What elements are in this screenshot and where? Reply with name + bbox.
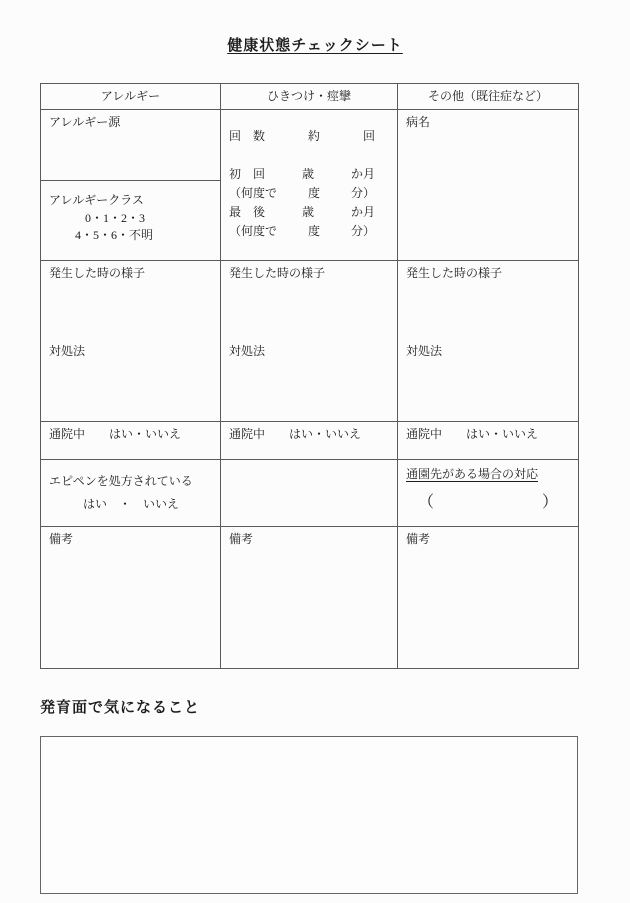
seizure-last-line — [229, 203, 375, 222]
seizure-count-approx: 約 — [307, 129, 320, 144]
paren-open: （ — [418, 493, 435, 511]
disease-name-cell — [398, 110, 579, 261]
seizure-first-label: 初 回 — [229, 167, 266, 182]
seizure-last-degrees: 度 — [307, 224, 320, 239]
allergy-onset-label: 発生した時の様子 — [49, 266, 146, 281]
seizure-count-label: 回 数 — [229, 129, 266, 144]
header-allergy: アレルギー — [41, 84, 221, 110]
row-epipen-kindergarten — [41, 460, 579, 527]
epipen-yes-no: はい ・ いいえ — [83, 496, 180, 511]
seizure-last-months: か月 — [350, 205, 375, 220]
seizure-hospital-label: 通院中 はい・いいえ — [229, 427, 362, 442]
seizure-last-minutes: 分） — [350, 224, 375, 239]
allergy-remarks-cell — [41, 527, 221, 669]
seizure-last-detail-line — [229, 222, 375, 241]
allergy-source-label: アレルギー源 — [49, 115, 121, 130]
kindergarten-cell — [398, 460, 579, 527]
row-hospital — [41, 422, 579, 460]
development-notes-box — [40, 736, 578, 894]
seizure-count-unit: 回 — [362, 129, 375, 144]
allergy-treatment-label: 対処法 — [49, 343, 86, 358]
seizure-last-label: 最 後 — [229, 205, 266, 220]
kindergarten-label: 通園先がある場合の対応 — [406, 467, 539, 482]
other-hospital-label: 通院中 はい・いいえ — [406, 427, 539, 442]
development-section-title: 発育面で気になること — [40, 700, 201, 717]
seizure-onset-cell — [221, 261, 398, 422]
allergy-source-cell — [41, 110, 221, 181]
header-row — [41, 84, 579, 110]
seizure-remarks-label: 備考 — [229, 532, 254, 547]
other-remarks-label: 備考 — [406, 532, 431, 547]
header-other: その他（既往症など） — [398, 84, 579, 110]
allergy-class-values-2: 4・5・6・不明 — [75, 228, 154, 243]
disease-name-label: 病名 — [406, 115, 431, 130]
empty-cell — [221, 460, 398, 527]
seizure-first-detail-line — [229, 184, 375, 203]
allergy-class-label: アレルギークラス — [49, 193, 144, 208]
seizure-count-line — [229, 127, 375, 146]
other-hospital-cell — [398, 422, 579, 460]
seizure-hospital-cell — [221, 422, 398, 460]
seizure-last-temp: （何度で — [229, 224, 278, 239]
row-remarks — [41, 527, 579, 669]
seizure-first-temp: （何度で — [229, 186, 278, 201]
kindergarten-paren-blank — [418, 491, 558, 514]
other-onset-label: 発生した時の様子 — [406, 266, 503, 281]
other-treatment-label: 対処法 — [406, 343, 443, 358]
allergy-onset-cell — [41, 261, 221, 422]
allergy-hospital-cell — [41, 422, 221, 460]
seizure-onset-label: 発生した時の様子 — [229, 266, 326, 281]
seizure-first-minutes: 分） — [350, 186, 375, 201]
paren-close: ） — [541, 493, 558, 511]
seizure-first-age: 歳 — [301, 167, 314, 182]
allergy-class-values-1: 0・1・2・3 — [85, 210, 146, 225]
seizure-remarks-cell — [221, 527, 398, 669]
epipen-label: エピペンを処方されている — [49, 474, 193, 489]
seizure-first-line — [229, 165, 375, 184]
row-onset — [41, 261, 579, 422]
allergy-remarks-label: 備考 — [49, 532, 74, 547]
page-title — [0, 0, 630, 55]
other-remarks-cell — [398, 527, 579, 669]
header-seizure: ひきつけ・痙攣 — [221, 84, 398, 110]
epipen-cell — [41, 460, 221, 527]
allergy-class-cell — [41, 181, 221, 261]
seizure-treatment-label: 対処法 — [229, 343, 266, 358]
seizure-last-age: 歳 — [301, 205, 314, 220]
seizure-first-months: か月 — [350, 167, 375, 182]
other-onset-cell — [398, 261, 579, 422]
allergy-hospital-label: 通院中 はい・いいえ — [49, 427, 182, 442]
row-source — [41, 110, 579, 181]
seizure-detail-cell — [221, 110, 398, 261]
seizure-first-degrees: 度 — [307, 186, 320, 201]
health-check-table — [40, 83, 579, 669]
page-title-text: 健康状態チェックシート — [227, 38, 403, 54]
